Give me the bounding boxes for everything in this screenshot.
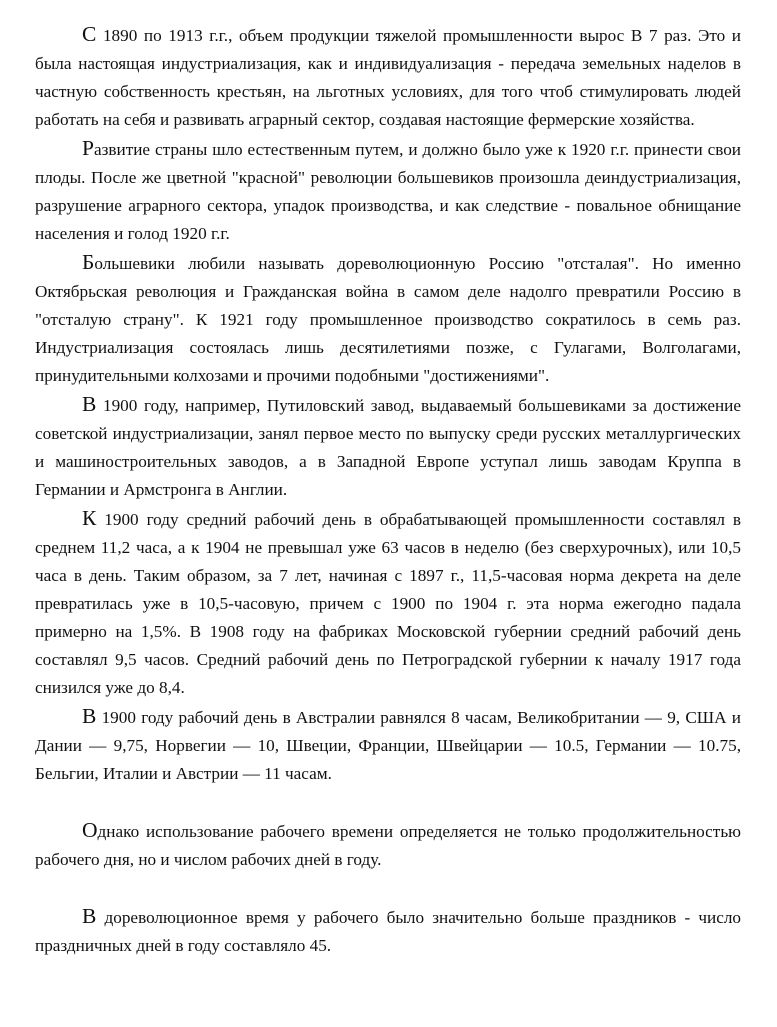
paragraph-2: Развитие страны шло естественным путем, и должно было уже к 1920 г.г. принести свои плоды. После же цветной "красной" революции большевиков произошла деиндустриализация, разрушение аграрного сектора, упадок производства, и как следствие - повальное обнищание населения и голод 1920 г.г.: [35, 136, 741, 243]
paragraph-spacer: [35, 874, 741, 902]
document-page: [35, 20, 741, 960]
paragraph-3: Большевики любили называть дореволюционную Россию "отсталая". Но именно Октябрьская революция и Гражданская война в самом деле надолго превратили Россию в "отсталую страну". К 1921 году промышленное производство сократилось в семь раз. Индустриализация состоялась лишь десятилетиями позже, с Гулагами, Волголагами, принудительными колхозами и прочими подобными "достижениями".: [35, 250, 741, 385]
paragraph-5: К 1900 году средний рабочий день в обрабатывающей промышленности составлял в среднем 11,2 часа, а к 1904 не превышал уже 63 часов в неделю (без сверхурочных), или 10,5 часа в день. Таким образом, за 7 лет, начиная с 1897 г., 11,5-часовая норма декрета на деле превратилась уже в 10,5-часовую, причем с 1900 по 1904 г. эта норма ежегодно падала примерно на 1,5%. В 1908 году на фабриках Московской губернии средний рабочий день составлял 9,5 часов. Средний рабочий день по Петроградской губернии к началу 1917 года снизился уже до 8,4.: [35, 506, 741, 697]
paragraph-spacer: [35, 788, 741, 816]
paragraph-1: С 1890 по 1913 г.г., объем продукции тяжелой промышленности вырос В 7 раз. Это и была настоящая индустриализация, как и индивидуализация - передача земельных наделов в частную собственность крестьян, на льготных условиях, для того чтоб стимулировать людей работать на себя и развивать аграрный сектор, создавая настоящие фермерские хозяйства.: [35, 22, 741, 129]
paragraph-7: Однако использование рабочего времени определяется не только продолжительностью рабочего дня, но и числом рабочих дней в году.: [35, 818, 741, 869]
paragraph-4: В 1900 году, например, Путиловский завод, выдаваемый большевиками за достижение советской индустриализации, занял первое место по выпуску среди русских металлургических и машиностроительных заводов, а в Западной Европе уступал лишь заводам Круппа в Германии и Армстронга в Англии.: [35, 392, 741, 499]
paragraph-8: В дореволюционное время у рабочего было значительно больше праздников - число праздничных дней в году составляло 45.: [35, 904, 741, 955]
paragraph-6: В 1900 году рабочий день в Австралии равнялся 8 часам, Великобритании — 9, США и Дании — 9,75, Норвегии — 10, Швеции, Франции, Швейцарии — 10.5, Германии — 10.75, Бельгии, Италии и Австрии — 11 часам.: [35, 704, 741, 783]
